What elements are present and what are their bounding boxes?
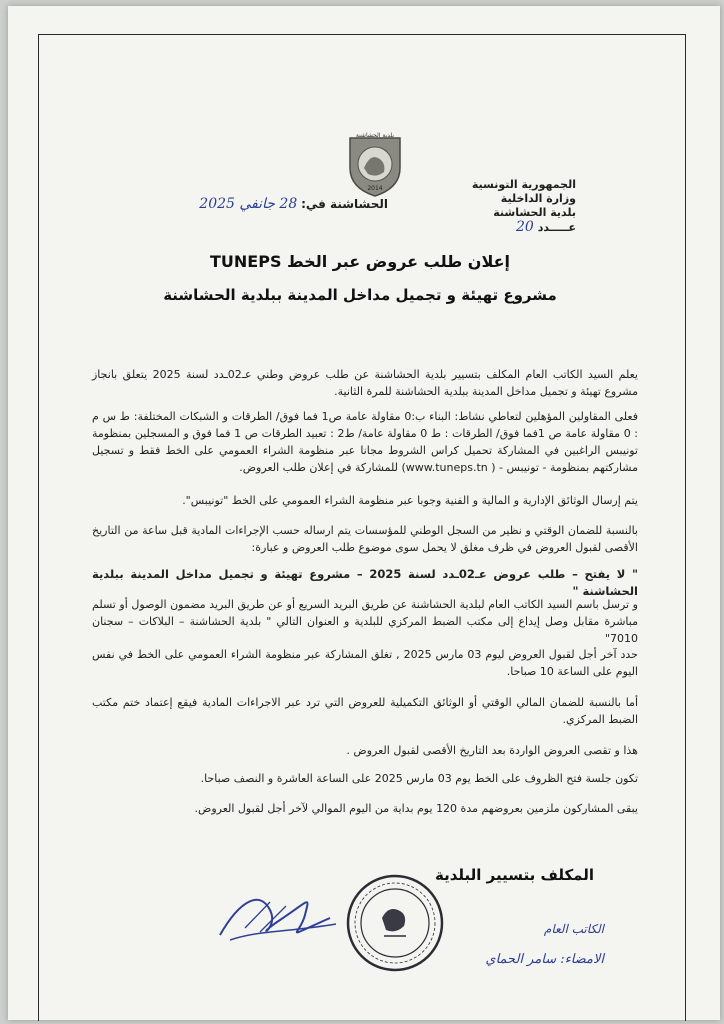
ministry-line: بلدية الحشاشنة [493,206,576,219]
signatory-title: المكلف بتسيير البلدية [435,866,594,884]
emblem-year: 2014 [367,185,383,192]
signatory-name: الامضاء: سامر الحماي [485,952,604,967]
paragraph-deadline: حدد آخر أجل لقبول العروض ليوم 03 مارس 2025 , تغلق المشاركة عبر منظومة الشراء العمومي على الخط في نفس اليوم على الساعة 10 صباحا. [92,648,638,678]
project-title: مشروع تهيئة و تجميل مداخل المدينة ببلدية الحشاشنة [163,286,557,304]
official-stamp-icon [344,872,446,974]
date-label: الحشاشنة في: [301,197,388,211]
paragraph-documents: يتم إرسال الوثائق الإدارية و المالية و الفنية وجوبا عبر منظومة الشراء العمومي على الخط "تونيبس". [182,494,638,507]
ministry-header [456,178,576,235]
paragraph-validity: يبقى المشاركون ملزمين بعروضهم مدة 120 يوم بداية من اليوم الموالي لآخر أجل لقبول العروض. [194,802,638,815]
paragraph-envelope-label: " لا يفتح – طلب عروض عـ02ـدد لسنة 2025 – مشروع تهيئة و تجميل مداخل المدينة ببلدية الحشاشنة " [92,567,638,598]
paragraph-sending: و ترسل باسم السيد الكاتب العام لبلدية الحشاشنة عن طريق البريد السريع أو عن طريق البريد مضمون الوصول أو تسلم مباشرة مقابل وصل إيداع إلى مكتب الضبط المركزي للبلدية و العنوان التالي " بلدية الحشاشنة – البلاكات – سجنان 7010" [92,598,638,645]
paragraph-intro: يعلم السيد الكاتب العام المكلف بتسيير بلدية الحشاشنة عن طلب عروض وطني عـ02ـدد لسنة 2025 يتعلق بانجاز مشروع تهيئة و تجميل مداخل المدينة ببلدية الحشاشنة للمرة الثانية. [92,368,638,398]
paragraph-exclusion: هذا و تقصى العروض الواردة بعد التاريخ الأقصى لقبول العروض . [346,744,638,757]
date-value: 28 جانفي 2025 [199,196,298,212]
reference-value: 20 [516,219,534,235]
ministry-line: الجمهورية التونسية [471,178,576,191]
date-line [148,196,388,212]
paragraph-eligibility: فعلى المقاولين المؤهلين لتعاطي نشاط: البناء ب:0 مقاولة عامة ص1 فما فوق/ الطرقات و الشبكات المختلفة: ط س م : 0 مقاولة عامة ص 1فما فوق/ الطرقات : ط 0 مقاولة عامة/ ط2 : تعبيد الطرقات ص 1 فما فوق و المسجلين بمنظومة تونيبس الراغبين في المشاركة تحميل كراس الشروط مجانا عبر منظومة الشراء العمومي على الخط فقط و تسجيل مشاركتهم بمنظومة - تونيبس - ( www.tuneps.tn) للمشاركة في إعلان طلب العروض. [92,410,639,474]
paragraph-stamp: أما بالنسبة للضمان المالي الوقتي أو الوثائق التكميلية للعروض التي ترد عبر الاجراءات المادية فيقع إعتماد ختم مكتب الضبط المركزي. [92,696,638,726]
emblem-text: بلدية الحشاشنة [355,132,395,139]
reference-label: عـــــدد [537,221,576,234]
paragraph-opening: تكون جلسة فتح الظروف على الخط يوم 03 مارس 2025 على الساعة العاشرة و النصف صباحا. [200,772,638,785]
signatory-position: الكاتب العام [543,922,604,936]
announcement-title: إعلان طلب عروض عبر الخط TUNEPS [209,252,510,271]
municipality-emblem-icon [342,128,408,198]
paragraph-guarantee: بالنسبة للضمان الوقتي و نظير من السجل الوطني للمؤسسات يتم ارساله حسب الإجراءات المادية قبل ساعة من التاريخ الأقصى لقبول العروض في ظرف مغلق لا يحمل سوى موضوع طلب العروض و عبارة: [92,524,638,554]
ministry-line: وزارة الداخلية [500,192,576,205]
handwritten-signature-icon [210,880,340,950]
reference-number [456,220,576,235]
